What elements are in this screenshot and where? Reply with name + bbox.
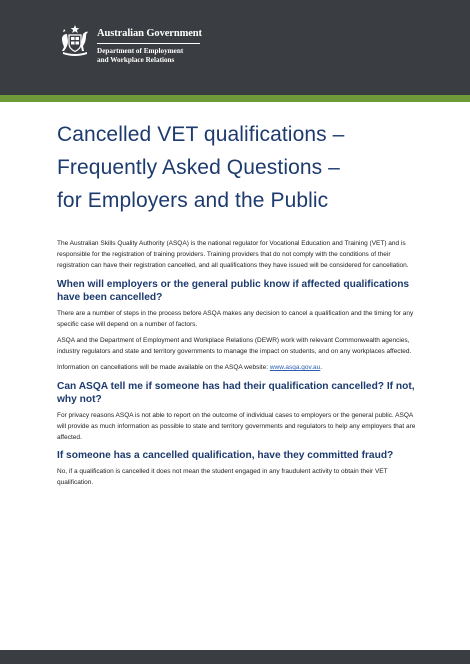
government-name: Australian Government [97, 28, 202, 39]
page-header [0, 0, 470, 95]
title-line-2: Frequently Asked Questions – [57, 156, 340, 179]
section-2-paragraph-1: For privacy reasons ASQA is not able to report on the outcome of individual cases to employers or the general public. ASQA will provide as much information as possible to state and territory governments and regulators to help any employers that are affected. [57, 411, 416, 442]
page-title [57, 118, 427, 217]
document-body [57, 238, 417, 493]
accent-bar [0, 95, 470, 102]
department-name-line2: and Workplace Relations [97, 56, 175, 64]
section-heading-1: When will employers or the general public know if affected qualifications have been cancelled? [57, 278, 410, 304]
page-footer [0, 650, 470, 664]
sentence-period: . [320, 364, 323, 372]
agency-wordmark [97, 28, 202, 65]
section-3-paragraph-1: No, if a qualification is cancelled it does not mean the student engaged in any fraudulent activity to obtain their VET qualification. [57, 467, 388, 486]
section-heading-2: Can ASQA tell me if someone has had their qualification cancelled? If not, why not? [57, 380, 415, 406]
section-1-paragraph-1: There are a number of steps in the process before ASQA makes any decision to cancel a qualification and the timing for any specific case will depend on a number of factors. [57, 309, 414, 328]
intro-paragraph: The Australian Skills Quality Authority (ASQA) is the national regulator for Vocational Education and Training (VET) and is responsible for the registration of training providers. Training providers that do not comply with the conditions of their registration can have their registration cancelled, and all qualifications they have issued will be considered for cancellation. [57, 240, 409, 270]
section-1-paragraph-2: ASQA and the Department of Employment and Workplace Relations (DEWR) work with relevant Commonwealth agencies, industry regulators and state and territory governments to manage the impact on students, and on any workplaces affected. [57, 337, 412, 356]
asqa-website-link[interactable]: www.asqa.gov.au [269, 364, 321, 372]
website-intro-text: Information on cancellations will be made available on the ASQA website: [57, 364, 270, 372]
department-name-line1: Department of Employment [97, 47, 184, 55]
section-heading-3: If someone has a cancelled qualification, have they committed fraud? [57, 450, 394, 462]
wordmark-divider [97, 43, 200, 44]
coat-of-arms-icon [57, 24, 93, 58]
title-line-3: for Employers and the Public [57, 189, 329, 212]
title-line-1: Cancelled VET qualifications – [57, 123, 345, 146]
section-1-paragraph-3 [57, 362, 417, 373]
